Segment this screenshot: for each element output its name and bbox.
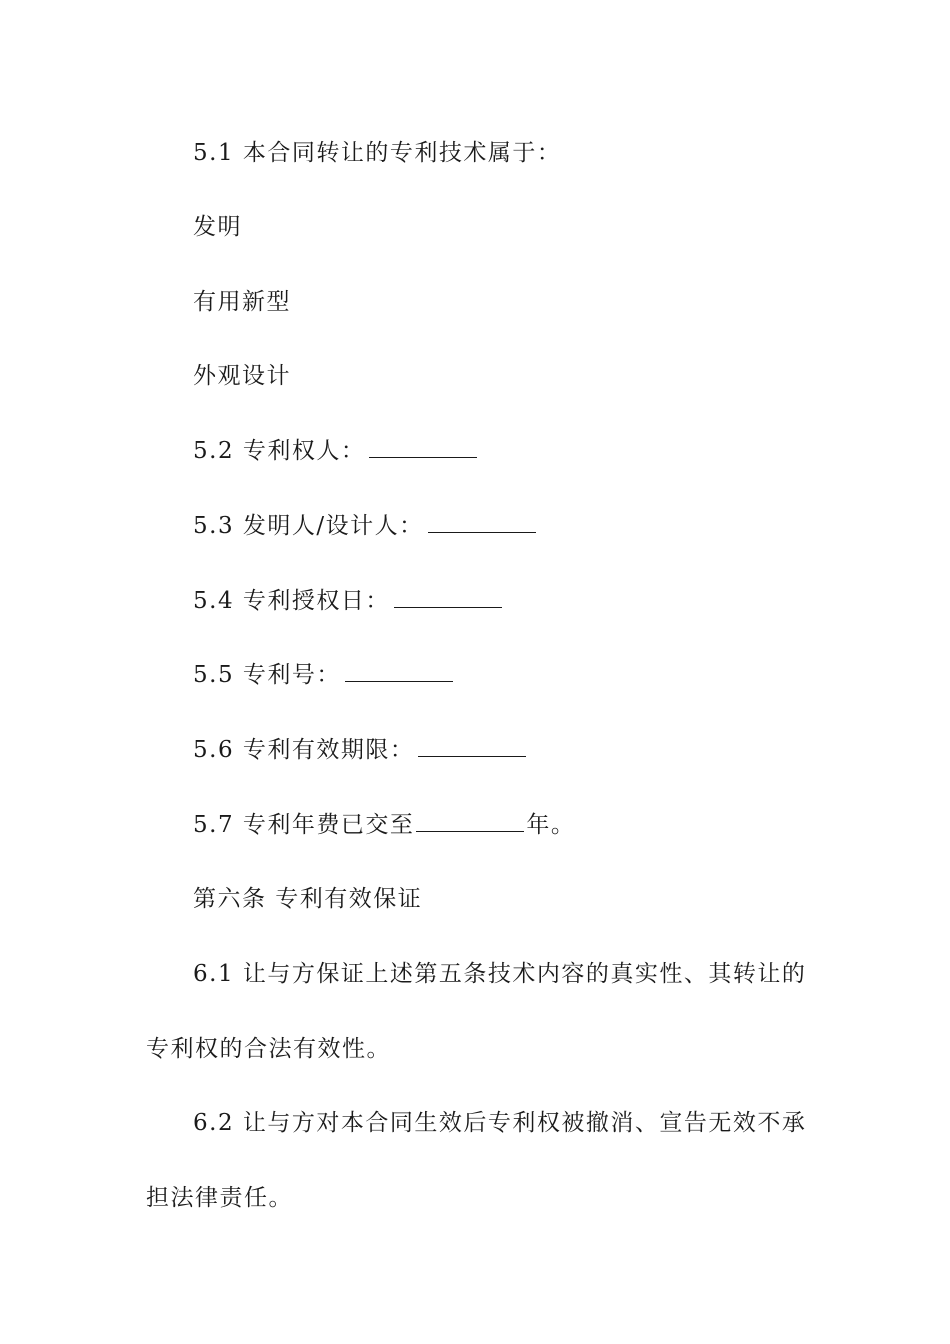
clause-5-1-text: 5.1 本合同转让的专利技术属于： [193,140,562,166]
clause-6-2-line-1 [193,1108,806,1138]
clause-5-4-text: 5.4 专利授权日： [193,588,390,614]
validity-period-blank[interactable] [418,736,526,757]
option-utility-model [193,287,291,317]
clause-5-1 [193,138,561,168]
option-invention-text: 发明 [193,214,242,240]
clause-5-7-text-after: 年。 [526,812,576,838]
clause-5-6 [193,735,526,765]
option-design [193,361,291,391]
clause-6-1-text-1: 6.1 让与方保证上述第五条技术内容的真实性、其转让的 [193,961,807,987]
clause-6-2-line-2 [146,1183,293,1213]
clause-5-3-text: 5.3 发明人/设计人： [193,513,424,539]
clause-6-1-text-2: 专利权的合法有效性。 [146,1036,391,1062]
inventor-blank[interactable] [428,512,536,533]
grant-date-blank[interactable] [394,587,502,608]
option-design-text: 外观设计 [193,363,291,389]
option-utility-model-text: 有用新型 [193,289,291,315]
article-6-title-text: 第六条 专利有效保证 [193,886,423,912]
clause-5-4 [193,586,502,616]
clause-5-5 [193,660,453,690]
annual-fee-year-blank[interactable] [416,811,524,832]
clause-5-5-text: 5.5 专利号： [193,662,341,688]
clause-5-2-text: 5.2 专利权人： [193,438,366,464]
clause-6-1-line-2 [146,1034,391,1064]
clause-5-7 [193,810,575,840]
patent-number-blank[interactable] [345,661,453,682]
clause-6-2-text-1: 6.2 让与方对本合同生效后专利权被撤消、宣告无效不承 [193,1110,807,1136]
clause-5-6-text: 5.6 专利有效期限： [193,737,415,763]
clause-6-2-text-2: 担法律责任。 [146,1185,293,1211]
option-invention [193,212,242,242]
clause-5-7-text-before: 5.7 专利年费已交至 [193,812,415,838]
patentee-blank[interactable] [369,437,477,458]
article-6-title [193,884,422,914]
clause-5-2 [193,436,477,466]
clause-5-3 [193,511,536,541]
clause-6-1-line-1 [193,959,806,989]
